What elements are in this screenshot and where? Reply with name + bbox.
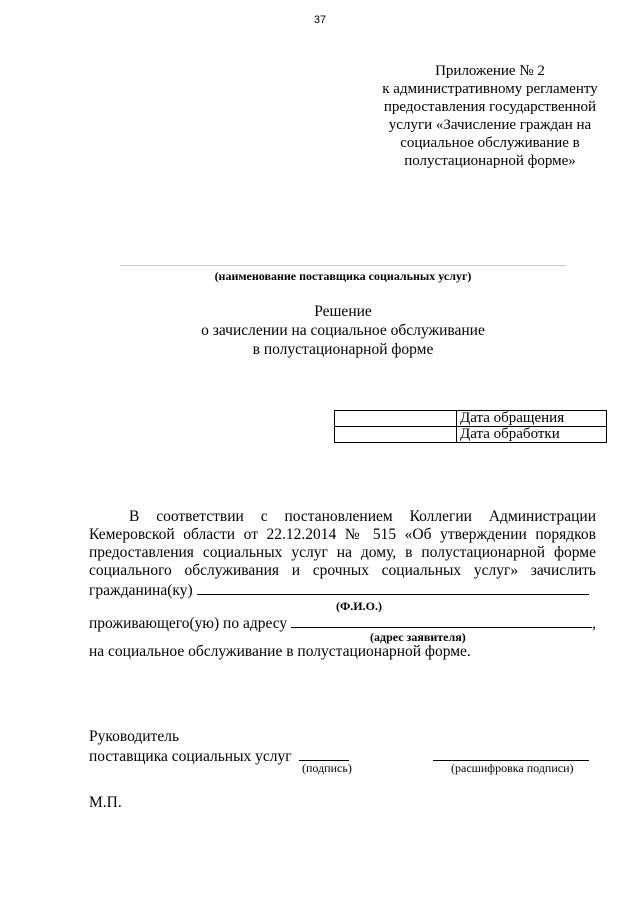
processing-date-value — [335, 427, 457, 443]
address-line — [89, 613, 599, 633]
closing-line: на социальное обслуживание в полустационарной форме. — [89, 643, 471, 660]
address-label: проживающего(ую) по адресу — [89, 615, 288, 632]
decision-title — [120, 302, 566, 359]
appendix-line: услуги «Зачисление граждан на — [388, 117, 592, 133]
table-row — [335, 427, 607, 443]
decision-title-line: Решение — [314, 303, 372, 320]
processing-date-label: Дата обработки — [457, 427, 607, 443]
appendix-line: полустационарной форме» — [404, 153, 576, 169]
page-number: 37 — [313, 14, 327, 26]
appendix-line: предоставления государственной — [383, 99, 597, 115]
signature-field-line — [299, 746, 349, 761]
signatory-subtitle: поставщика социальных услуг — [89, 748, 292, 765]
body-line: социального обслуживания и срочных социальных услуг» зачислить — [89, 562, 596, 579]
signature-decode-field-line — [433, 746, 589, 761]
appendix-header — [330, 62, 640, 170]
provider-name-field-line — [120, 265, 566, 266]
application-date-label: Дата обращения — [457, 411, 607, 427]
stamp-place: М.П. — [89, 794, 122, 811]
citizen-fio-field-line — [197, 580, 589, 595]
address-caption: (адрес заявителя) — [370, 630, 466, 644]
table-row — [335, 411, 607, 427]
body-line: предоставления социальных услуг на дому, в полустационарной форме — [89, 544, 596, 561]
decision-body — [89, 508, 596, 580]
citizen-label: гражданина(ку) — [89, 582, 193, 599]
decision-title-line: о зачислении на социальное обслуживание — [201, 322, 485, 339]
appendix-line: социальное обслуживание в — [400, 135, 580, 151]
body-line: Кемеровской области от 22.12.2014 № 515 «Об утверждении порядков — [89, 526, 596, 543]
appendix-line: к административному регламенту — [382, 81, 598, 97]
address-comma: , — [592, 615, 596, 632]
address-field-line — [291, 613, 592, 628]
application-date-value — [335, 411, 457, 427]
dates-table — [334, 410, 607, 443]
signature-caption: (подпись) — [302, 761, 352, 775]
decision-title-line: в полустационарной форме — [252, 341, 434, 358]
citizen-line — [89, 580, 599, 600]
signature-decode-caption: (расшифровка подписи) — [451, 761, 574, 775]
fio-caption: (Ф.И.О.) — [336, 599, 382, 613]
body-line: В соответствии с постановлением Коллегии Администрации — [129, 508, 596, 525]
appendix-line: Приложение № 2 — [435, 63, 545, 79]
provider-name-caption: (наименование поставщика социальных услуг) — [214, 269, 472, 283]
signatory-title: Руководитель — [89, 728, 180, 745]
